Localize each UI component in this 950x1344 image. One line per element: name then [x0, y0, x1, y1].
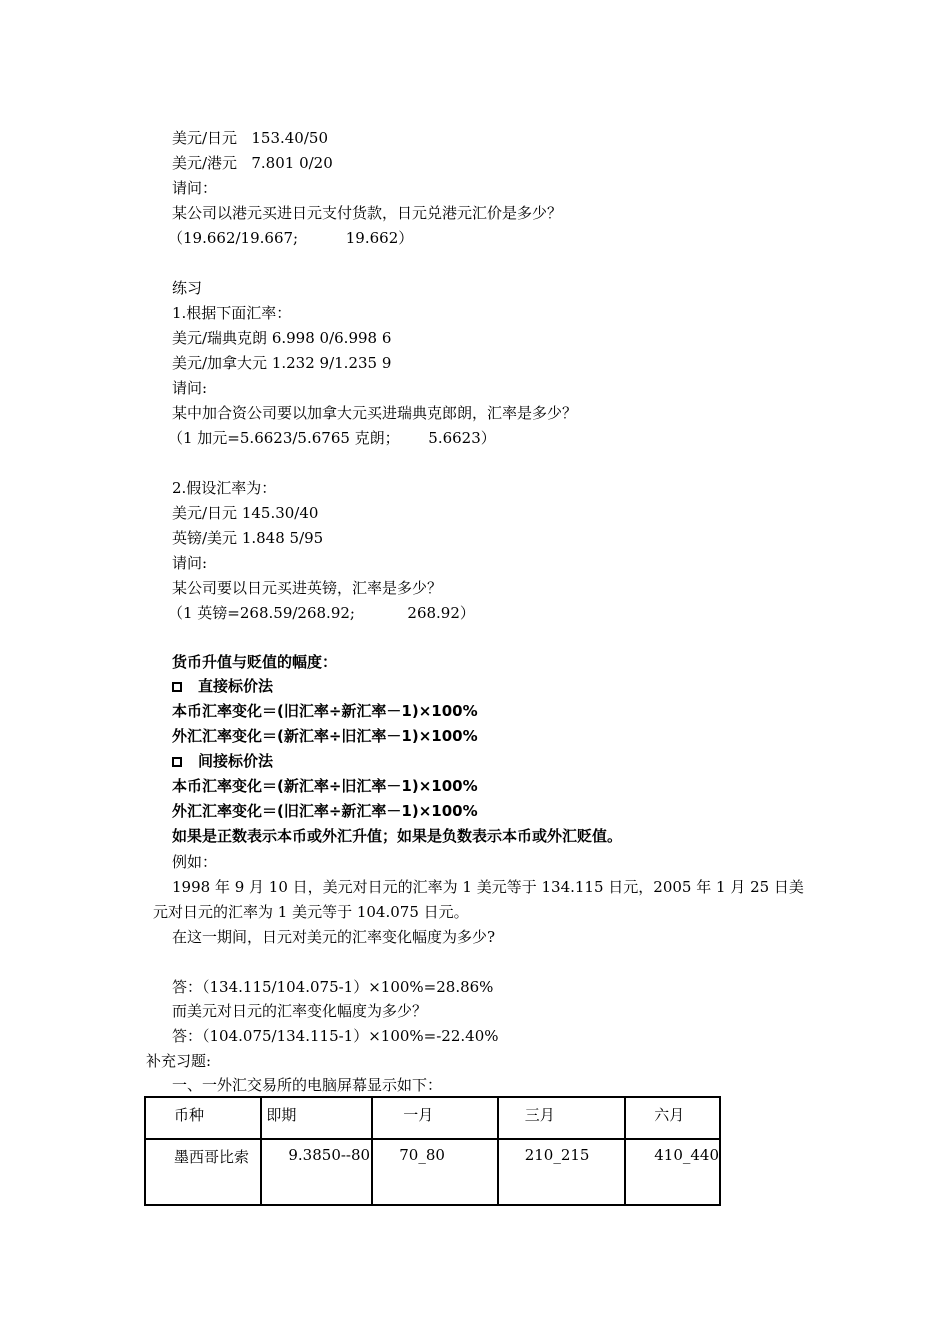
indirect-quote-heading: 间接标价法 [172, 751, 273, 771]
fx-quote-table [144, 1096, 721, 1206]
supplement-item1: 一、一外汇交易所的电脑屏幕显示如下： [172, 1076, 443, 1094]
table-row [145, 1139, 720, 1205]
table-header-cell: 六月 [625, 1097, 720, 1139]
supplement-title: 补充习题: [146, 1052, 212, 1070]
sign-note: 如果是正数表示本币或外汇升值；如果是负数表示本币或外汇贬值。 [172, 827, 623, 845]
exercise-title: 练习 [172, 279, 203, 297]
rate-usd-hkd: 美元/港元 7.801 0/20 [172, 154, 333, 172]
example-paragraph-line2: 元对日元的汇率为 1 美元等于 104.075 日元。 [153, 903, 469, 921]
table-cell: 9.3850--80 [261, 1139, 372, 1205]
exercise1-question: 某中加合资公司要以加拿大元买进瑞典克郎朗，汇率是多少？ [172, 404, 578, 422]
rate-usd-jpy: 美元/日元 153.40/50 [172, 129, 328, 147]
question-text: 某公司以港元买进日元支付货款，日元兑港元汇价是多少？ [172, 204, 563, 222]
table-header-cell: 币种 [145, 1097, 261, 1139]
indirect-formula-foreign: 外汇汇率变化＝(旧汇率÷新汇率－1)×100% [172, 802, 478, 820]
table-cell: 70_80 [372, 1139, 497, 1205]
checkbox-square-icon [172, 757, 182, 767]
answer-text: （19.662/19.667; 19.662） [168, 229, 414, 247]
question-label: 请问： [172, 179, 218, 197]
exercise2-ask: 请问: [172, 554, 208, 572]
exercise2-question: 某公司要以日元买进英镑，汇率是多少？ [172, 579, 443, 597]
example-answer1: 答：（134.115/104.075-1）×100%=28.86% [172, 978, 494, 996]
table-cell: 210_215 [498, 1139, 626, 1205]
section-heading: 货币升值与贬值的幅度： [172, 653, 338, 671]
exercise1-ask: 请问: [172, 379, 208, 397]
exercise2-rate2: 英镑/美元 1.848 5/95 [172, 529, 324, 547]
table-cell: 410_440 [625, 1139, 720, 1205]
exercise1-rate2: 美元/加拿大元 1.232 9/1.235 9 [172, 354, 392, 372]
table-header-cell: 三月 [498, 1097, 626, 1139]
exercise2-answer: （1 英镑=268.59/268.92; 268.92） [168, 604, 475, 622]
table-header-cell: 一月 [372, 1097, 497, 1139]
checkbox-square-icon [172, 682, 182, 692]
indirect-formula-home: 本币汇率变化＝(新汇率÷旧汇率－1)×100% [172, 777, 478, 795]
exercise2-rate1: 美元/日元 145.30/40 [172, 504, 319, 522]
example-label: 例如： [172, 853, 218, 871]
example-paragraph-line1: 1998 年 9 月 10 日，美元对日元的汇率为 1 美元等于 134.115 日元，2005 年 1 月 25 日美 [172, 878, 804, 896]
direct-quote-heading: 直接标价法 [172, 676, 273, 696]
table-cell: 墨西哥比索 [145, 1139, 261, 1205]
direct-formula-foreign: 外汇汇率变化＝(新汇率÷旧汇率－1)×100% [172, 727, 478, 745]
table-header-cell: 即期 [261, 1097, 372, 1139]
table-header-row [145, 1097, 720, 1139]
exercise2-intro: 2.假设汇率为： [172, 479, 277, 497]
example-answer2: 答：（104.075/134.115-1）×100%=-22.40% [172, 1027, 499, 1045]
exercise1-rate1: 美元/瑞典克朗 6.998 0/6.998 6 [172, 329, 392, 347]
exercise1-intro: 1.根据下面汇率： [172, 304, 292, 322]
example-question1: 在这一期间，日元对美元的汇率变化幅度为多少? [172, 928, 496, 946]
direct-formula-home: 本币汇率变化＝(旧汇率÷新汇率－1)×100% [172, 702, 478, 720]
example-question2: 而美元对日元的汇率变化幅度为多少？ [172, 1002, 428, 1020]
exercise1-answer: （1 加元=5.6623/5.6765 克朗； 5.6623） [168, 429, 496, 447]
